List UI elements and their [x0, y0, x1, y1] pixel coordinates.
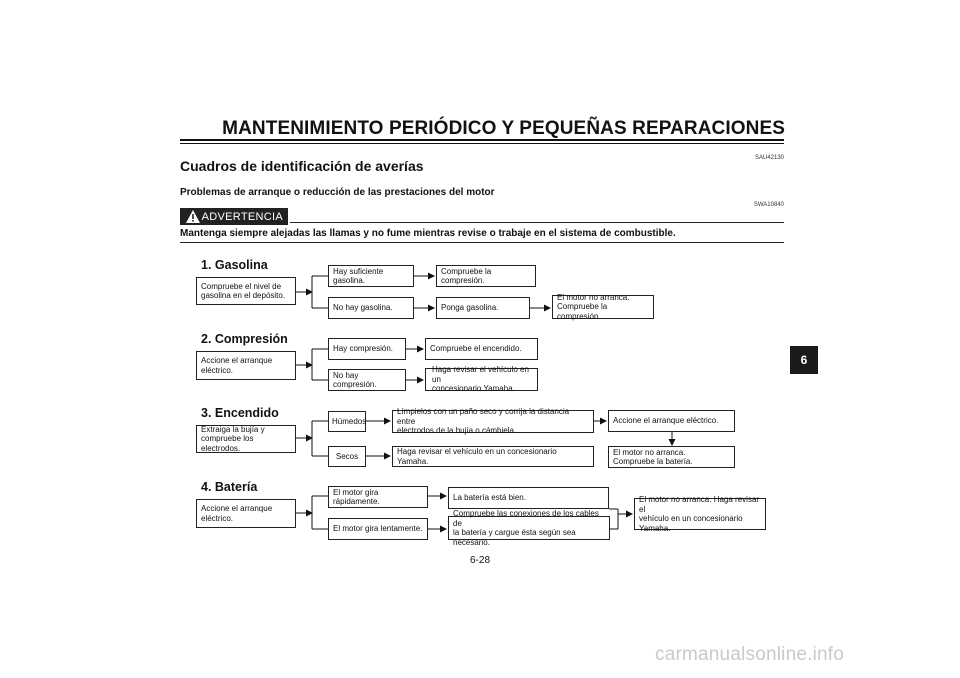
warning-code: SWA10840 — [753, 202, 784, 208]
flow1-start-line2: gasolina en el depósito. — [201, 291, 286, 300]
flow1-no-result-line2: Compruebe la compresión. — [557, 302, 608, 321]
flow3-wet-box: Húmedos — [328, 411, 366, 432]
flow3-wet-next-line1: Límpielos con un paño seco y corrija la distancia entre — [397, 407, 570, 426]
watermark: carmanualsonline.info — [655, 644, 845, 665]
flow4-result-line2: vehículo en un concesionario — [639, 514, 743, 523]
flow1-no-result-box — [552, 292, 654, 321]
flow4-start-line2: eléctrico. — [201, 513, 234, 523]
flow4-slow-next-box — [448, 509, 610, 547]
flow3-wet-result-line2: Compruebe la batería. — [613, 457, 693, 466]
flow4-fast-box: El motor gira rápidamente. — [328, 486, 428, 508]
page-title: MANTENIMIENTO PERIÓDICO Y PEQUEÑAS REPARACIONES — [222, 118, 785, 139]
flow3-wet-result-box — [608, 446, 735, 468]
flow4-start-line1: Accione el arranque — [201, 504, 273, 513]
section-title: Cuadros de identificación de averías — [180, 158, 424, 174]
flow1-no-next-box: Ponga gasolina. — [436, 297, 530, 319]
flow4-slow-next-line2: la batería y cargue ésta según sea necesario. — [453, 528, 576, 547]
flow1-yes-box: Hay suficiente gasolina. — [328, 265, 414, 287]
flow4-start-box — [196, 499, 296, 528]
flow2-no-next-line2: concesionario Yamaha. — [432, 384, 515, 394]
flow4-fast-next-box: La batería está bien. — [448, 487, 609, 509]
flow4-result-line1: El motor no arranca. Haga revisar el — [639, 495, 760, 514]
flow4-slow-next-line1: Compruebe las conexiones de los cables de — [453, 509, 599, 528]
flow3-start-line1: Extraiga la bujía y — [201, 424, 265, 434]
flow3-start-box — [196, 425, 296, 453]
flow3-wet-next-line2: electrodos de la bujía o cámbiela. — [397, 426, 517, 436]
flow2-start-line2: eléctrico. — [201, 365, 234, 375]
section-code: SAU42130 — [754, 155, 784, 161]
subtitle: Problemas de arranque o reducción de las prestaciones del motor — [180, 187, 495, 198]
flow4-slow-box: El motor gira lentamente. — [328, 518, 428, 540]
flow3-dry-next-box: Haga revisar el vehículo en un concesionario Yamaha. — [392, 446, 594, 467]
flow1-start-line1: Compruebe el nivel de — [201, 281, 282, 291]
warning-badge: ADVERTENCIA — [180, 208, 288, 225]
page-number: 6-28 — [469, 555, 490, 566]
flow1-no-result-line1: El motor no arranca. — [557, 292, 630, 302]
flow1-yes-next-box: Compruebe la compresión. — [436, 265, 536, 287]
flow4-result-box — [634, 495, 766, 533]
flow2-yes-box: Hay compresión. — [328, 338, 406, 360]
flow3-wet-next-box — [392, 407, 594, 436]
flow4-result-line3: Yamaha. — [639, 523, 671, 533]
flow2-no-next-box — [425, 365, 538, 394]
flow1-heading: 1. Gasolina — [201, 258, 268, 272]
flow4-heading: 4. Batería — [201, 480, 258, 494]
flow3-wet-next2-box: Accione el arranque eléctrico. — [608, 410, 735, 432]
warning-text: Mantenga siempre alejadas las llamas y no fume mientras revise o trabaje en el sistema de combustible. — [180, 228, 676, 239]
flow3-dry-box: Secos — [328, 446, 366, 467]
flow2-yes-next-box: Compruebe el encendido. — [425, 338, 538, 360]
flow1-start-box — [196, 277, 296, 305]
flow1-no-box: No hay gasolina. — [328, 297, 414, 319]
flow3-heading: 3. Encendido — [201, 406, 279, 420]
flow2-no-box: No hay compresión. — [328, 369, 406, 391]
chapter-tab: 6 — [790, 346, 818, 374]
flow2-heading: 2. Compresión — [201, 332, 288, 346]
flow3-wet-result-line1: El motor no arranca. — [613, 447, 686, 457]
flow2-no-next-line1: Haga revisar el vehículo en un — [432, 365, 529, 384]
flow2-start-line1: Accione el arranque — [201, 356, 273, 365]
flow3-start-line2: compruebe los electrodos. — [201, 434, 254, 453]
flow2-start-box — [196, 351, 296, 380]
